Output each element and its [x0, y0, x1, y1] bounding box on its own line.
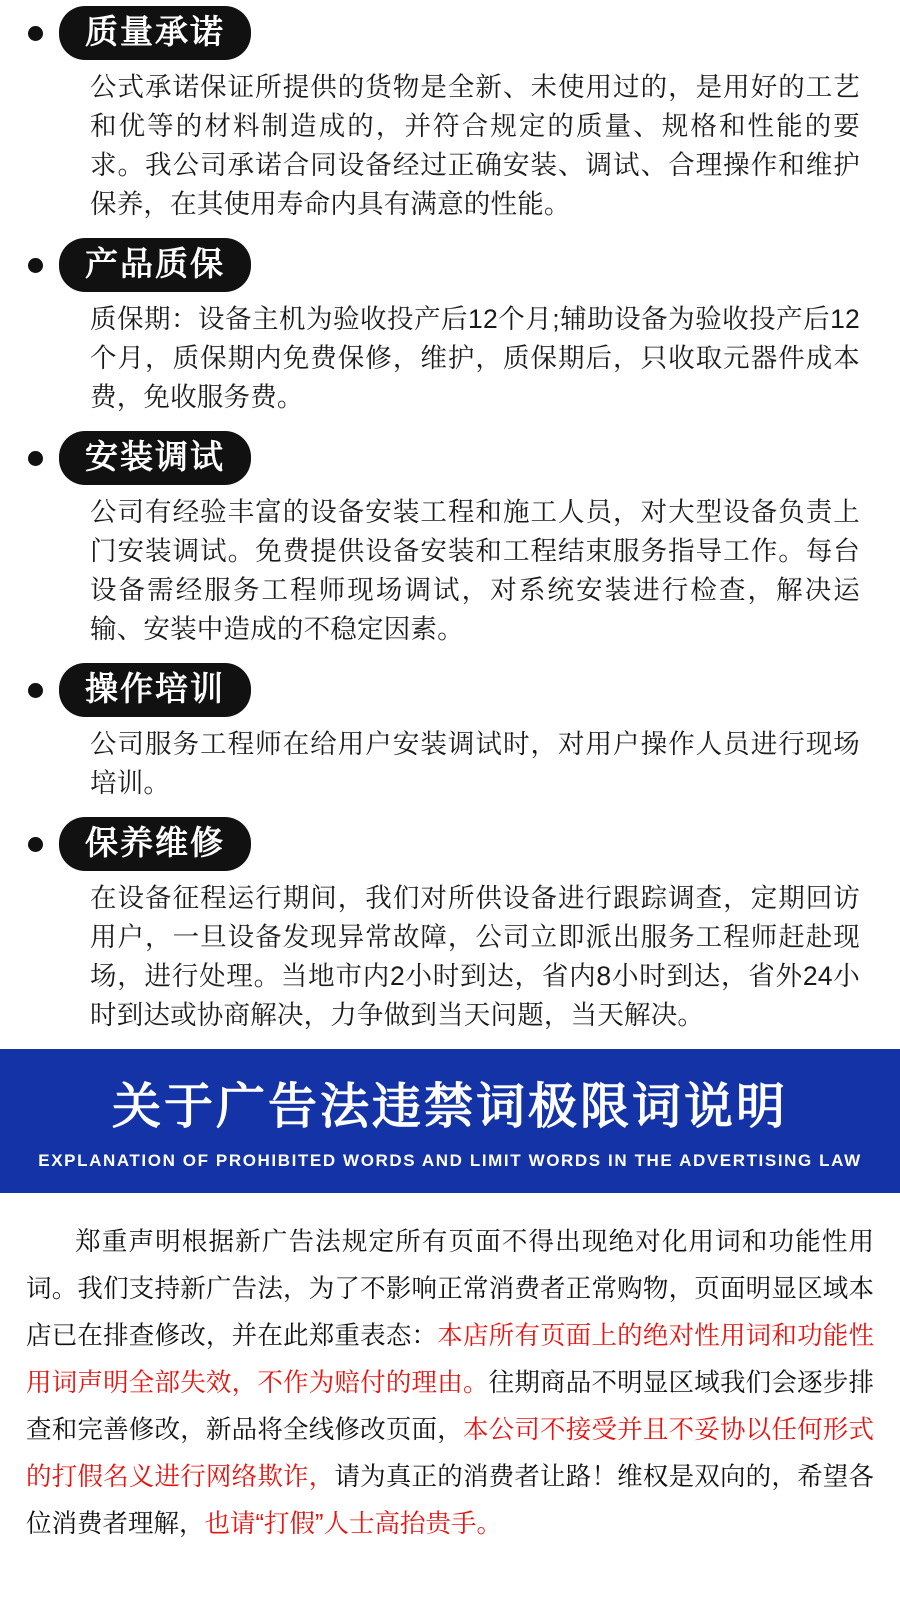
- disclaimer-segment-2: 本店所有页面上的绝对性用词和功能性用词声明全部失效，不作为赔付的理由。: [26, 1322, 874, 1397]
- section-title-installation: 安装调试: [59, 431, 251, 485]
- section-body-installation: 公司有经验丰富的设备安装工程和施工人员，对大型设备负责上门安装调试。免费提供设备安装和工程结束服务指导工作。每台设备需经服务工程师现场调试，对系统安装进行检查，解决运输、安装中造成的不稳定因素。: [90, 497, 860, 644]
- disclaimer-segment-6: 也请“打假”人士高抬贵手。: [204, 1510, 502, 1538]
- disclaimer-segment-3: 往期商品不明显区域我们会逐步排查和完善修改，新品将全线修改页面，: [26, 1369, 874, 1444]
- service-block-maintenance: [28, 817, 872, 1035]
- heading-row: [28, 238, 872, 292]
- section-title-maintenance: 保养维修: [59, 817, 251, 871]
- disclaimer-text: [0, 1193, 900, 1548]
- disclaimer-segment-4: 本公司不接受并且不妥协以任何形式的打假名义进行网络欺诈，: [26, 1416, 874, 1491]
- advertising-law-banner: [0, 1049, 900, 1193]
- banner-title: 关于广告法违禁词极限词说明: [111, 1080, 788, 1134]
- bullet-icon: [28, 837, 43, 852]
- service-block-training: [28, 663, 872, 803]
- section-body-training: 公司服务工程师在给用户安装调试时，对用户操作人员进行现场培训。: [90, 729, 860, 798]
- banner-subtitle: EXPLANATION OF PROHIBITED WORDS AND LIMIT WORDS IN THE ADVERTISING LAW: [38, 1151, 862, 1170]
- section-body-quality-commitment: 公式承诺保证所提供的货物是全新、未使用过的，是用好的工艺和优等的材料制造成的，并符合规定的质量、规格和性能的要求。我公司承诺合同设备经过正确安装、调试、合理操作和维护保养，在其使用寿命内具有满意的性能。: [90, 72, 860, 219]
- bullet-icon: [28, 683, 43, 698]
- service-block-installation: [28, 431, 872, 649]
- section-title-quality-commitment: 质量承诺: [59, 6, 251, 60]
- bullet-icon: [28, 26, 43, 41]
- heading-row: [28, 6, 872, 60]
- heading-row: [28, 663, 872, 717]
- service-block-quality-commitment: [28, 6, 872, 224]
- disclaimer-segment-1: 郑重声明根据新广告法规定所有页面不得出现绝对化用词和功能性用词。我们支持新广告法，为了不影响正常消费者正常购物，页面明显区域本店已在排查修改，并在此郑重表态：: [26, 1228, 874, 1350]
- service-block-warranty: [28, 238, 872, 417]
- disclaimer-segment-5: 请为真正的消费者让路！维权是双向的，希望各位消费者理解，: [26, 1463, 874, 1538]
- heading-row: [28, 431, 872, 485]
- section-title-training: 操作培训: [59, 663, 251, 717]
- section-body-maintenance: 在设备征程运行期间，我们对所供设备进行跟踪调查，定期回访用户，一旦设备发现异常故障，公司立即派出服务工程师赶赴现场，进行处理。当地市内2小时到达，省内8小时到达，省外24小时到达或协商解决，力争做到当天问题，当天解决。: [90, 883, 860, 1030]
- heading-row: [28, 817, 872, 871]
- section-body-warranty: 质保期：设备主机为验收投产后12个月;辅助设备为验收投产后12个月，质保期内免费保修，维护，质保期后，只收取元器件成本费，免收服务费。: [90, 304, 860, 412]
- bullet-icon: [28, 258, 43, 273]
- section-title-warranty: 产品质保: [59, 238, 251, 292]
- bullet-icon: [28, 451, 43, 466]
